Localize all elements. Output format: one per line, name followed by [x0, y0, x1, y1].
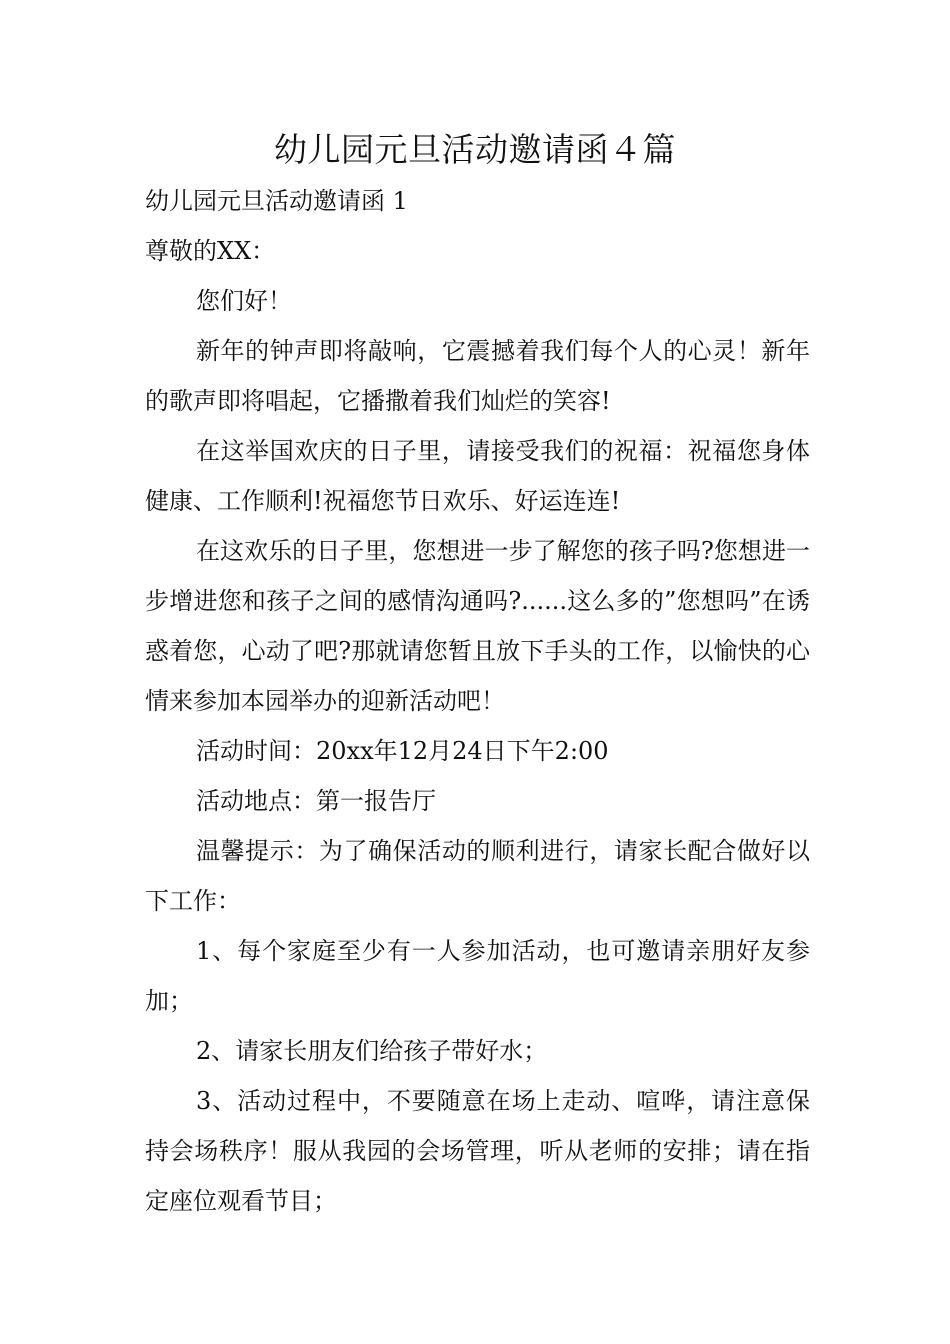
- document-body: [145, 176, 810, 1226]
- reminder-item-2: 2、请家长朋友们给孩子带好水；: [196, 1037, 548, 1065]
- reminder-intro: 温馨提示：为了确保活动的顺利进行，请家长配合做好以下工作：: [145, 837, 810, 915]
- reminder-item-1: 1、每个家庭至少有一人参加活动，也可邀请亲朋好友参加；: [145, 937, 810, 1015]
- reminder-item-3: 3、活动过程中，不要随意在场上走动、喧哗，请注意保持会场秩序！服从我园的会场管理，听从老师的安排；请在指定座位观看节目；: [145, 1087, 810, 1215]
- event-time: 活动时间：20xx年12月24日下午2:00: [196, 737, 609, 765]
- document-title: 幼儿园元旦活动邀请函４篇: [274, 130, 676, 169]
- paragraph-invitation: 在这欢乐的日子里，您想进一步了解您的孩子吗?您想进一步增进您和孩子之间的感情沟通吗?......这么多的”您想吗”在诱惑着您，心动了吧?那就请您暂且放下手头的工作，以愉快的心情来参加本园举办的迎新活动吧！: [145, 537, 810, 715]
- event-location: 活动地点：第一报告厅: [196, 787, 436, 815]
- salutation: 尊敬的XX：: [145, 237, 276, 265]
- greeting: 您们好！: [196, 287, 292, 315]
- document-subtitle: 幼儿园元旦活动邀请函 1: [145, 187, 408, 215]
- paragraph-new-year: 新年的钟声即将敲响，它震撼着我们每个人的心灵！新年的歌声即将唱起，它播撒着我们灿烂的笑容!: [145, 337, 810, 415]
- paragraph-blessing: 在这举国欢庆的日子里，请接受我们的祝福：祝福您身体健康、工作顺利!祝福您节日欢乐、好运连连!: [145, 437, 810, 515]
